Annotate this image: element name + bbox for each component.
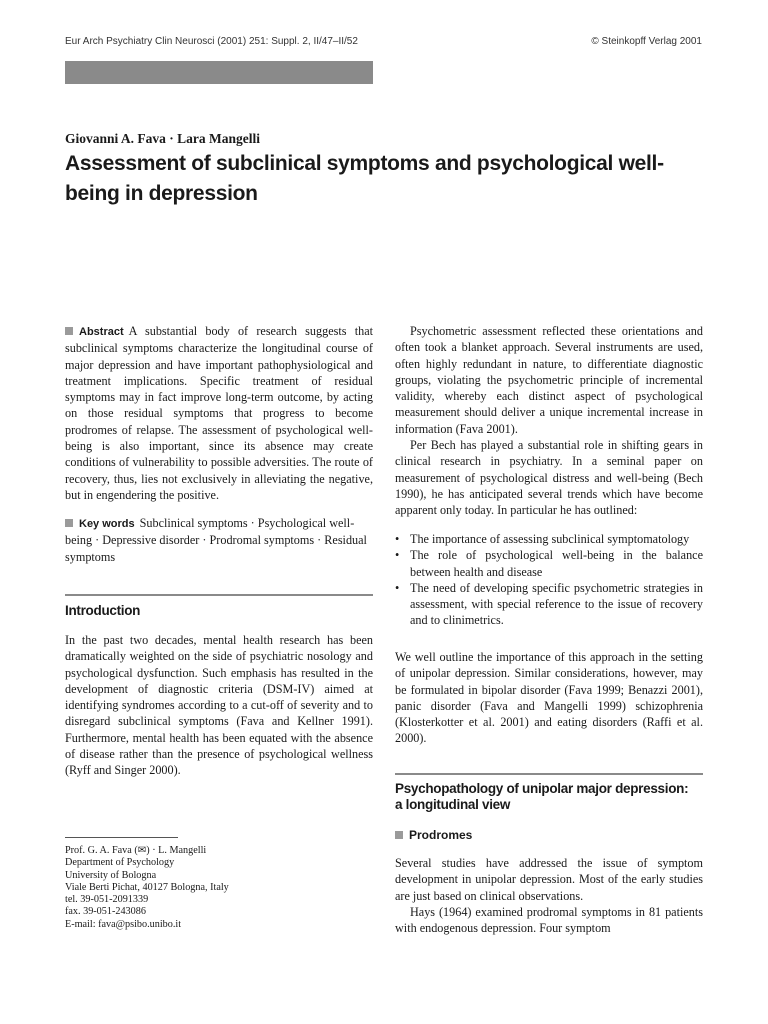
keywords-text: Subclinical symptoms · Psychological well-being · Depressive disorder · Prodromal symptoms · Residual symptoms bbox=[65, 516, 367, 564]
address-line: tel. 39-051-2091339 bbox=[65, 894, 149, 906]
bullet-list bbox=[395, 531, 703, 629]
section-rule bbox=[395, 773, 703, 775]
address-line: University of Bologna bbox=[65, 869, 157, 881]
abstract-text: A substantial body of research suggests that subclinical symptoms characterize the longitudinal course of major depression and have important pathophysiological and treatment implications. Specific treatment of residual symptoms may in fact improve long-term outcome, by acting on those residual symptoms that progress to become prodromes of relapse. The assessment of psychological well-being is also important, since its absence may create conditions of vulnerability to possible adversities. The route of recovery, thus, lies not exclusively in alleviating the negative, but in engendering the positive. bbox=[65, 324, 373, 502]
paper-title: Assessment of subclinical symptoms and psychological well-being in depression bbox=[65, 152, 664, 205]
paragraph: Hays (1964) examined prodromal symptoms in 81 patients with endogenous depression. Four symptom bbox=[395, 904, 703, 936]
address-line: fax. 39-051-243086 bbox=[65, 906, 146, 918]
authors: Giovanni A. Fava · Lara Mangelli bbox=[65, 131, 261, 146]
footnote-rule bbox=[65, 837, 178, 838]
paragraph: Psychometric assessment reflected these orientations and often took a blanket approach. Several instruments are used, often highly redundant in nature, to differentiate diagnostic groups, violating the psychometric principle of incremental validity, whereby each distinct aspect of psychological measurement should deliver a unique incremental increase in information (Fava 2001). bbox=[395, 324, 703, 436]
address-line: Prof. G. A. Fava (✉) · L. Mangelli bbox=[65, 845, 207, 856]
email-link[interactable]: E-mail: fava@psibo.unibo.it bbox=[65, 918, 182, 930]
intro-section bbox=[65, 632, 373, 779]
address-line: Viale Berti Pichat, 40127 Bologna, Italy bbox=[65, 881, 229, 893]
intro-text: In the past two decades, mental health research has been dramatically weighted on the side of psychiatric nosology and psychological dysfunction. Such emphasis has resulted in the development of diagnostic criteria (DSM-IV) aimed at identifying syndromes according to a cut-off of severity and to disregard subclinical symptoms (Fava and Kellner 1991). Furthermore, mental health has been equated with the absence of disease rather than the presence of psychological wellness (Ryff and Singer 2000). bbox=[65, 633, 373, 778]
correspondence-address bbox=[65, 845, 373, 931]
prodromes-subheading: Prodromes bbox=[395, 826, 703, 844]
keywords-label: Key words bbox=[79, 518, 135, 530]
section-rule bbox=[65, 594, 373, 596]
right-column-body bbox=[395, 323, 703, 519]
section-heading: Psychopathology of unipolar major depression: a longitudinal view bbox=[395, 781, 689, 812]
abstract-label: Abstract bbox=[79, 326, 124, 338]
paragraph: Several studies have addressed the issue of symptom development in unipolar depression. Most of the early studies are just based on clinical observations. bbox=[395, 856, 703, 903]
square-bullet-icon bbox=[65, 519, 73, 527]
square-bullet-icon bbox=[65, 327, 73, 335]
paragraph-block bbox=[395, 649, 703, 747]
header-bar bbox=[65, 61, 373, 84]
paragraph: Per Bech has played a substantial role in shifting gears in clinical research in psychiatry. In a seminal paper on measurement of psychological distress and well-being (Bech 1990), he has anticipated several trends which have become apparent only today. In particular he has outlined: bbox=[395, 438, 703, 518]
keywords bbox=[65, 515, 373, 565]
prodromes-body bbox=[395, 855, 703, 936]
list-item: • The importance of assessing subclinical symptomatology bbox=[395, 532, 690, 546]
square-bullet-icon bbox=[395, 831, 403, 839]
intro-heading: Introduction bbox=[65, 603, 141, 618]
paragraph: We well outline the importance of this approach in the setting of unipolar depression. Similar considerations, however, may be formulated in bipolar disorder (Fava 1999; Benazzi 2001), panic disorder (Fava and Mangelli 1999) schizophrenia (Klosterkotter et al. 2001) and eating disorders (Raffi et al. 2000). bbox=[395, 650, 703, 746]
address-line: Department of Psychology bbox=[65, 857, 175, 869]
list-item: • The need of developing specific psychometric strategies in assessment, with special reference to the issue of recovery and to clinimetrics. bbox=[395, 580, 703, 628]
publisher-copyright: © Steinkopff Verlag 2001 bbox=[591, 36, 702, 47]
abstract bbox=[65, 323, 373, 503]
journal-citation: Eur Arch Psychiatry Clin Neurosci (2001) 251: Suppl. 2, II/47–II/52 bbox=[65, 36, 358, 47]
list-item: • The role of psychological well-being in the balance between health and disease bbox=[395, 548, 703, 579]
